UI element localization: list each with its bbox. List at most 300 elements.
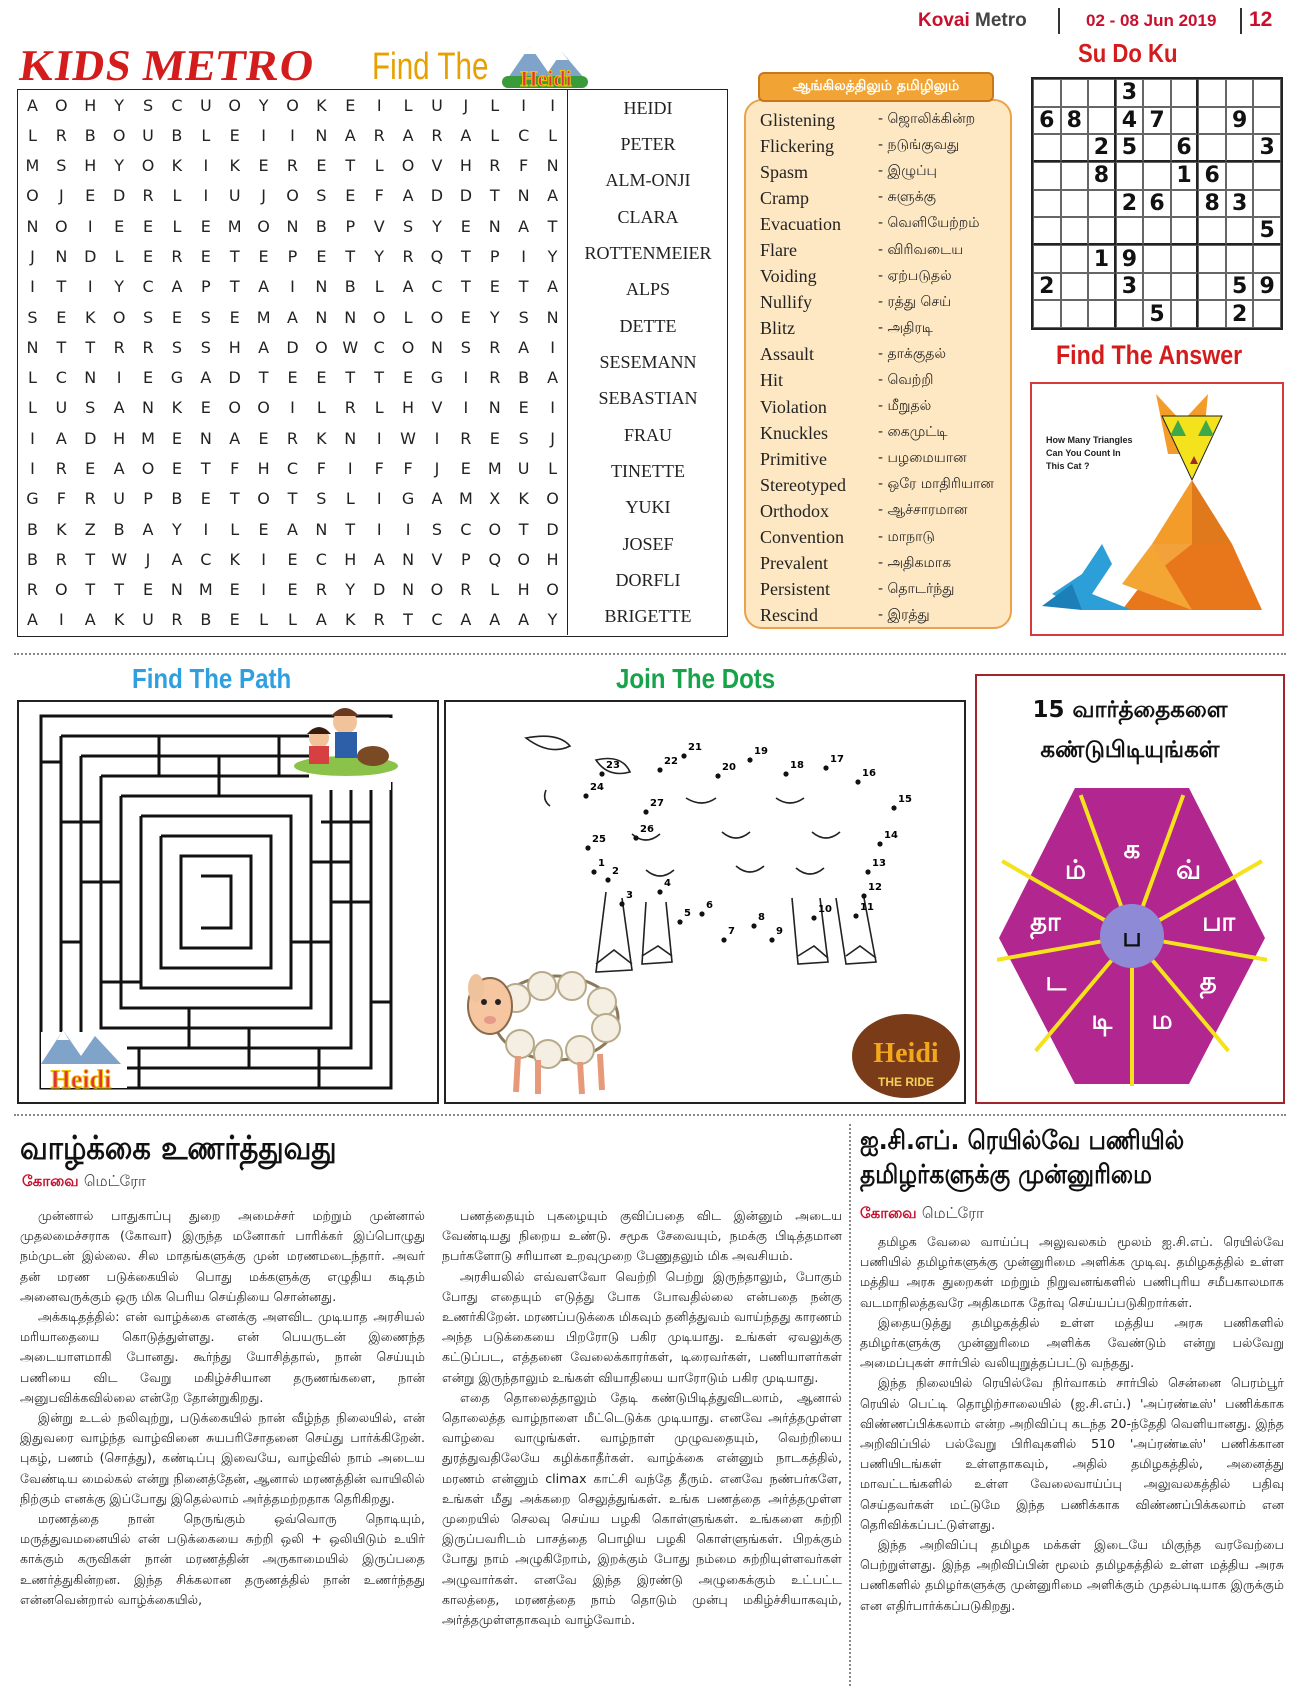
search-word: ALPS [625, 279, 670, 300]
vocab-tamil: - ஆச்சாரமான [878, 502, 968, 519]
grid-letter: E [287, 580, 298, 600]
heidi-logo-icon [500, 38, 590, 90]
sudoku-cell[interactable] [1033, 217, 1061, 245]
heidi-the-ride-logo-icon [850, 1006, 962, 1102]
grid-letter: D [84, 247, 97, 267]
grid-letter: Y [172, 519, 182, 539]
article-byline: கோவை மெட்ரோ [860, 1204, 984, 1222]
sudoku-cell[interactable]: 3 [1253, 134, 1281, 162]
grid-letter: L [403, 307, 413, 327]
sudoku-cell[interactable] [1198, 273, 1226, 301]
vocab-row [760, 159, 1010, 185]
dot [681, 753, 686, 758]
sudoku-cell[interactable] [1033, 300, 1061, 328]
vocab-row [760, 472, 1010, 498]
grid-letter: B [84, 125, 96, 145]
sudoku-cell[interactable] [1116, 162, 1144, 190]
grid-letter: Y [547, 247, 558, 267]
paragraph: இன்று உடல் நலிவுற்று, படுக்கையில் நான் வீழ்ந்த நிலையில், என் இதுவரை வாழ்ந்த வாழ்வினை சுயபரிசோதனை செய்து பார்க்கிறேன். புகழ், பணம் (சொத்து), கண்டிப்பு இவையே, வாழ்வில் நாம் அடைய வேண்டிய மைல்கல் என்று நினைத்தேன், ஆனால் மரணத்தின் வாயிலில் நிற்கும் எனக்கு இப்போது இதெல்லாம் அர்த்தமற்றதாக தெரிகிறது. [20, 1410, 425, 1506]
article-headline: வாழ்க்கை உணர்த்துவது [20, 1128, 337, 1167]
grid-letter: A [547, 368, 559, 388]
sudoku-cell[interactable] [1088, 79, 1116, 107]
sudoku-cell[interactable]: 5 [1116, 134, 1144, 162]
sudoku-cell[interactable] [1088, 300, 1116, 328]
sudoku-cell[interactable] [1061, 245, 1089, 273]
grid-letter: A [518, 337, 530, 357]
sudoku-cell[interactable]: 4 [1116, 107, 1144, 135]
sudoku-cell[interactable] [1171, 107, 1199, 135]
grid-letter: I [405, 519, 411, 539]
sudoku-cell[interactable] [1061, 162, 1089, 190]
grid-letter: T [489, 186, 500, 206]
dot-number: 22 [664, 756, 678, 767]
grid-letter: D [112, 186, 126, 206]
dot-number: 18 [790, 760, 804, 771]
sudoku-cell[interactable] [1143, 273, 1171, 301]
grid-letter: W [111, 549, 128, 569]
grid-letter: I [30, 428, 35, 448]
dot [891, 805, 896, 810]
sudoku-cell[interactable]: 2 [1226, 300, 1254, 328]
sudoku-cell[interactable]: 8 [1088, 162, 1116, 190]
sudoku-cell[interactable]: 8 [1198, 190, 1226, 218]
grid-letter: I [30, 458, 35, 478]
grid-letter: K [229, 549, 240, 569]
sudoku-title: Su Do Ku [1078, 38, 1178, 68]
grid-letter: C [431, 610, 443, 630]
dot-number: 2 [612, 866, 619, 877]
sudoku-cell[interactable] [1061, 273, 1089, 301]
grid-letter: C [431, 277, 443, 297]
sudoku-cell[interactable] [1061, 300, 1089, 328]
column-divider [849, 1124, 851, 1686]
grid-letter: R [402, 247, 414, 267]
grid-letter: C [518, 125, 530, 145]
grid-letter: K [316, 428, 327, 448]
grid-letter: N [315, 307, 328, 327]
grid-letter: L [172, 216, 182, 236]
sudoku-cell[interactable] [1088, 190, 1116, 218]
search-word: JOSEF [622, 533, 674, 554]
sudoku-cell[interactable] [1171, 79, 1199, 107]
wheel-letter: க [1123, 835, 1141, 865]
vocab-tamil: - தாக்குதல் [878, 345, 946, 362]
sudoku-cell[interactable] [1226, 79, 1254, 107]
sudoku-cell[interactable] [1061, 79, 1089, 107]
dot [643, 809, 648, 814]
grid-letter: T [460, 277, 471, 297]
grid-letter: R [489, 337, 501, 357]
dot-number: 5 [684, 908, 691, 919]
sudoku-cell[interactable]: 6 [1198, 162, 1226, 190]
sudoku-cell[interactable] [1198, 245, 1226, 273]
grid-letter: O [372, 307, 386, 327]
vocab-tamil: - வெளியேற்றம் [878, 215, 980, 232]
grid-letter: C [55, 368, 67, 388]
grid-letter: E [85, 186, 96, 206]
sudoku-cell[interactable] [1171, 217, 1199, 245]
grid-letter: A [518, 610, 530, 630]
sudoku-cell[interactable] [1198, 300, 1226, 328]
grid-letter: R [344, 398, 356, 418]
grid-letter: N [315, 125, 328, 145]
dot [751, 923, 756, 928]
word-wheel-title: 15 வார்த்தைகளை கண்டுபிடியுங்கள் [1032, 697, 1228, 763]
grid-letter: R [84, 489, 96, 509]
vocab-row [760, 211, 1010, 237]
sudoku-cell[interactable] [1143, 79, 1171, 107]
dot-number: 3 [626, 890, 633, 901]
sudoku-cell[interactable] [1226, 245, 1254, 273]
sudoku-cell[interactable] [1116, 300, 1144, 328]
vocab-tamil: - மீறுதல் [878, 398, 932, 415]
vocab-tamil: - ஏற்படுதல் [878, 267, 952, 284]
sudoku-cell[interactable] [1226, 162, 1254, 190]
grid-letter: I [203, 156, 209, 176]
grid-letter: P [200, 277, 211, 297]
dot [811, 915, 816, 920]
sudoku-cell[interactable]: 3 [1116, 79, 1144, 107]
sudoku-cell[interactable] [1253, 107, 1281, 135]
grid-letter: J [463, 95, 469, 115]
vocab-tamil: - சுளுக்கு [878, 189, 937, 206]
sudoku-cell[interactable]: 9 [1226, 107, 1254, 135]
sudoku-cell[interactable] [1171, 245, 1199, 273]
grid-letter: S [27, 307, 38, 327]
dot-number: 27 [650, 798, 664, 809]
grid-letter: B [171, 489, 183, 509]
grid-letter: E [287, 549, 298, 569]
dot-number: 13 [872, 858, 886, 869]
vocab-row [760, 525, 1010, 551]
grid-letter: D [228, 368, 241, 388]
grid-letter: S [316, 489, 327, 509]
grid-letter: R [55, 458, 67, 478]
grid-letter: I [347, 458, 353, 478]
search-word: PETER [620, 133, 676, 154]
grid-letter: E [229, 610, 240, 630]
sudoku-cell[interactable] [1143, 245, 1171, 273]
grid-letter: X [489, 489, 501, 509]
sudoku-cell[interactable]: 1 [1171, 162, 1199, 190]
grid-letter: J [261, 186, 266, 206]
sudoku-cell[interactable] [1088, 273, 1116, 301]
sudoku-cell[interactable] [1088, 107, 1116, 135]
sudoku-cell[interactable]: 1 [1088, 245, 1116, 273]
sudoku-cell[interactable]: 9 [1253, 273, 1281, 301]
grid-letter: E [200, 247, 211, 267]
sudoku-cell[interactable] [1033, 190, 1061, 218]
dot [619, 901, 624, 906]
sudoku-cell[interactable] [1226, 217, 1254, 245]
find-path-title: Find The Path [132, 663, 292, 694]
sudoku-cell[interactable]: 6 [1143, 190, 1171, 218]
grid-letter: A [489, 610, 501, 630]
grid-letter: M [487, 458, 502, 478]
sudoku-cell[interactable]: 6 [1171, 134, 1199, 162]
grid-letter: Y [547, 610, 558, 630]
sudoku-cell[interactable] [1253, 79, 1281, 107]
grid-letter: M [458, 489, 473, 509]
sudoku-cell[interactable] [1171, 300, 1199, 328]
grid-letter: I [550, 398, 555, 418]
sudoku-cell[interactable]: 2 [1116, 190, 1144, 218]
grid-letter: A [460, 125, 472, 145]
grid-letter: U [228, 186, 241, 206]
sudoku-cell[interactable]: 5 [1253, 217, 1281, 245]
grid-letter: E [200, 398, 211, 418]
sudoku-cell[interactable]: 5 [1226, 273, 1254, 301]
grid-letter: K [84, 307, 96, 327]
sudoku-cell[interactable]: 2 [1088, 134, 1116, 162]
heidi-logo-text: Heidi [50, 1065, 112, 1094]
sudoku-cell[interactable] [1033, 134, 1061, 162]
sudoku-cell[interactable] [1061, 190, 1089, 218]
grid-letter: E [142, 368, 154, 388]
grid-letter: G [170, 368, 184, 388]
grid-letter: N [402, 549, 415, 569]
grid-letter: E [460, 458, 471, 478]
grid-letter: R [489, 156, 501, 176]
grid-letter: E [460, 216, 471, 236]
grid-letter: R [142, 337, 154, 357]
grid-letter: A [460, 610, 472, 630]
dot-number: 12 [868, 882, 882, 893]
sudoku-cell[interactable]: 2 [1033, 273, 1061, 301]
grid-letter: L [27, 398, 37, 418]
grid-letter: O [257, 216, 270, 236]
sudoku-cell[interactable] [1088, 217, 1116, 245]
find-answer-puzzle [1030, 382, 1284, 636]
grid-letter: L [490, 125, 500, 145]
grid-letter: R [286, 156, 299, 176]
grid-letter: A [171, 277, 183, 297]
grid-letter: F [316, 458, 326, 478]
vocab-english: Glistening [760, 109, 835, 130]
issue-date: 02 - 08 Jun 2019 [1086, 11, 1217, 30]
grid-letter: N [26, 337, 39, 357]
sudoku-cell[interactable] [1171, 190, 1199, 218]
grid-letter: S [200, 307, 211, 327]
grid-letter: B [200, 610, 212, 630]
sudoku-cell[interactable] [1253, 190, 1281, 218]
sudoku-cell[interactable] [1253, 245, 1281, 273]
sudoku-cell[interactable] [1143, 134, 1171, 162]
sudoku-cell[interactable] [1198, 107, 1226, 135]
grid-letter: N [26, 216, 39, 236]
sudoku-cell[interactable]: 8 [1061, 107, 1089, 135]
maze-puzzle [17, 700, 439, 1104]
sudoku-cell[interactable] [1171, 273, 1199, 301]
grid-letter: R [460, 580, 472, 600]
dot [853, 913, 858, 918]
grid-letter: N [344, 307, 357, 327]
sudoku-cell[interactable] [1198, 134, 1226, 162]
grid-letter: L [490, 95, 500, 115]
grid-letter: O [546, 580, 559, 600]
wheel-letter: வ் [1176, 855, 1202, 886]
dot [699, 911, 704, 916]
search-word: SEBASTIAN [598, 388, 698, 409]
sudoku-cell[interactable]: 3 [1226, 190, 1254, 218]
sudoku-cell[interactable] [1198, 79, 1226, 107]
sudoku-cell[interactable] [1061, 217, 1089, 245]
grid-letter: E [85, 458, 96, 478]
grid-letter: A [258, 277, 270, 297]
grid-letter: O [55, 580, 68, 600]
grid-letter: O [430, 307, 444, 327]
grid-letter: T [114, 580, 125, 600]
dot [591, 869, 596, 874]
grid-letter: L [230, 519, 240, 539]
sudoku-cell[interactable] [1253, 300, 1281, 328]
find-answer-title: Find The Answer [1056, 340, 1243, 370]
grid-letter: Y [114, 95, 125, 115]
dot-number: 19 [754, 746, 768, 757]
vocab-row [760, 290, 1010, 316]
grid-letter: N [402, 580, 415, 600]
sudoku-cell[interactable] [1033, 245, 1061, 273]
vocabulary-panel [744, 99, 1012, 629]
grid-letter: E [229, 125, 240, 145]
sudoku-cell[interactable]: 9 [1116, 245, 1144, 273]
sudoku-cell[interactable]: 6 [1033, 107, 1061, 135]
grid-letter: A [84, 610, 96, 630]
sudoku-cell[interactable]: 3 [1116, 273, 1144, 301]
grid-letter: V [431, 549, 443, 569]
grid-letter: B [26, 549, 38, 569]
vocab-english: Violation [760, 396, 827, 417]
grid-letter: E [287, 368, 298, 388]
sudoku-cell[interactable] [1226, 134, 1254, 162]
grid-letter: H [402, 398, 415, 418]
grid-letter: O [286, 95, 299, 115]
vocab-row [760, 498, 1010, 524]
grid-letter: E [171, 307, 182, 327]
triangle-question: How Many Triangles Can You Count In This Cat ? [1046, 435, 1133, 471]
center-letter: ப [1122, 923, 1142, 953]
sudoku-cell[interactable] [1033, 79, 1061, 107]
grid-letter: L [172, 186, 182, 206]
dot [877, 841, 882, 846]
dot [855, 779, 860, 784]
grid-letter: I [463, 398, 469, 418]
grid-letter: U [142, 125, 154, 145]
grid-letter: I [261, 125, 266, 145]
grid-letter: A [26, 95, 38, 115]
grid-letter: L [345, 489, 355, 509]
sudoku-cell[interactable] [1033, 162, 1061, 190]
grid-letter: N [199, 428, 212, 448]
sudoku-cell[interactable] [1198, 217, 1226, 245]
grid-letter: R [55, 549, 67, 569]
grid-letter: A [547, 186, 559, 206]
grid-letter: B [113, 519, 125, 539]
grid-letter: E [316, 368, 327, 388]
sudoku-cell[interactable] [1253, 162, 1281, 190]
dot [583, 793, 588, 798]
dot-number: 14 [884, 830, 898, 841]
dot-number: 17 [830, 754, 844, 765]
grid-letter: J [550, 428, 555, 448]
grid-letter: Y [258, 95, 269, 115]
grid-letter: A [26, 610, 38, 630]
paragraph: இதையடுத்து தமிழகத்தில் உள்ள மத்திய அரசு பணிகளில் தமிழர்களுக்கு முன்னுரிமை அளிக்க வேண்டும் என்று பல்வேறு அமைப்புகள் சார்பில் வலியுறுத்தப்பட்டு வந்தது. [860, 1314, 1284, 1371]
grid-letter: A [200, 368, 212, 388]
grid-letter: N [344, 428, 357, 448]
grid-letter: M [227, 216, 242, 236]
grid-letter: L [27, 125, 37, 145]
grid-letter: G [401, 489, 415, 509]
sudoku-cell[interactable] [1116, 217, 1144, 245]
grid-letter: O [26, 186, 39, 206]
grid-letter: I [203, 519, 209, 539]
grid-letter: I [550, 95, 555, 115]
grid-letter: I [434, 428, 440, 448]
grid-letter: C [142, 277, 154, 297]
grid-letter: O [488, 519, 502, 539]
grid-letter: L [201, 125, 211, 145]
article-column [860, 1232, 1284, 1616]
dot [861, 893, 866, 898]
grid-letter: O [55, 95, 68, 115]
grid-letter: S [142, 307, 154, 327]
vocab-english: Persistent [760, 579, 830, 600]
vocab-row [760, 577, 1010, 603]
vocab-english: Spasm [760, 161, 809, 182]
sudoku-cell[interactable]: 5 [1143, 300, 1171, 328]
vocab-tamil: - ரத்து செய் [878, 293, 952, 310]
grid-letter: A [113, 458, 125, 478]
grid-letter: E [56, 307, 67, 327]
grid-letter: R [171, 247, 183, 267]
grid-letter: R [55, 125, 67, 145]
grid-letter: W [400, 428, 416, 448]
vocab-tamil: - விரிவடைய [878, 241, 964, 258]
vocab-tamil: - பழமையான [878, 450, 967, 467]
grid-letter: A [142, 519, 154, 539]
grid-letter: O [546, 489, 559, 509]
grid-letter: C [200, 549, 212, 569]
grid-letter: H [84, 156, 97, 176]
grid-letter: H [113, 428, 126, 448]
vocab-row [760, 551, 1010, 577]
grid-letter: A [344, 125, 356, 145]
grid-letter: U [142, 610, 154, 630]
dot-number: 24 [590, 782, 604, 793]
grid-letter: L [403, 95, 413, 115]
sudoku-cell[interactable] [1061, 134, 1089, 162]
grid-letter: M [141, 428, 155, 448]
grid-letter: T [56, 277, 67, 297]
grid-letter: L [316, 398, 326, 418]
grid-letter: S [200, 337, 211, 357]
grid-letter: S [431, 519, 443, 539]
grid-letter: A [547, 277, 559, 297]
paragraph: இந்த நிலையில் ரெயில்வே நிர்வாகம் சார்பில் சென்னை பெரம்பூர் ரெயில் பெட்டி தொழிற்சாலையில் (ஐ.சி.எப்.) 'அப்ரண்டீஸ்' பணிக்காக விண்ணப்பிக்கலாம் என்ற அறிவிப்பு கடந்த 20-ந்தேதி வெளியானது. இந்த அறிவிப்பில் பல்வேறு பிரிவுகளில் 510 'அப்ரண்டீஸ்' பணிக்கான பணியிடங்கள் உள்ளதாகவும், அதில் தமிழகத்தில், அனைத்து மாவட்டங்களில் உள்ள வேலைவாய்ப்பு அலுவலகத்தில் பதிவு செய்தவர்கள் மட்டுமே இந்த பணிக்காக விண்ணப்பிக்கலாம் என தெரிவிக்கப்பட்டுள்ளது. [860, 1375, 1284, 1532]
article-byline: கோவை மெட்ரோ [22, 1172, 146, 1190]
grid-letter: K [171, 156, 183, 176]
search-word: HEIDI [623, 97, 673, 118]
grid-letter: E [258, 247, 269, 267]
sudoku-cell[interactable] [1143, 162, 1171, 190]
grid-letter: D [84, 428, 97, 448]
grid-letter: I [550, 337, 555, 357]
grid-letter: N [315, 277, 328, 297]
sudoku-cell[interactable] [1143, 217, 1171, 245]
sudoku-cell[interactable]: 7 [1143, 107, 1171, 135]
the-ride-text: THE RIDE [877, 1075, 935, 1089]
